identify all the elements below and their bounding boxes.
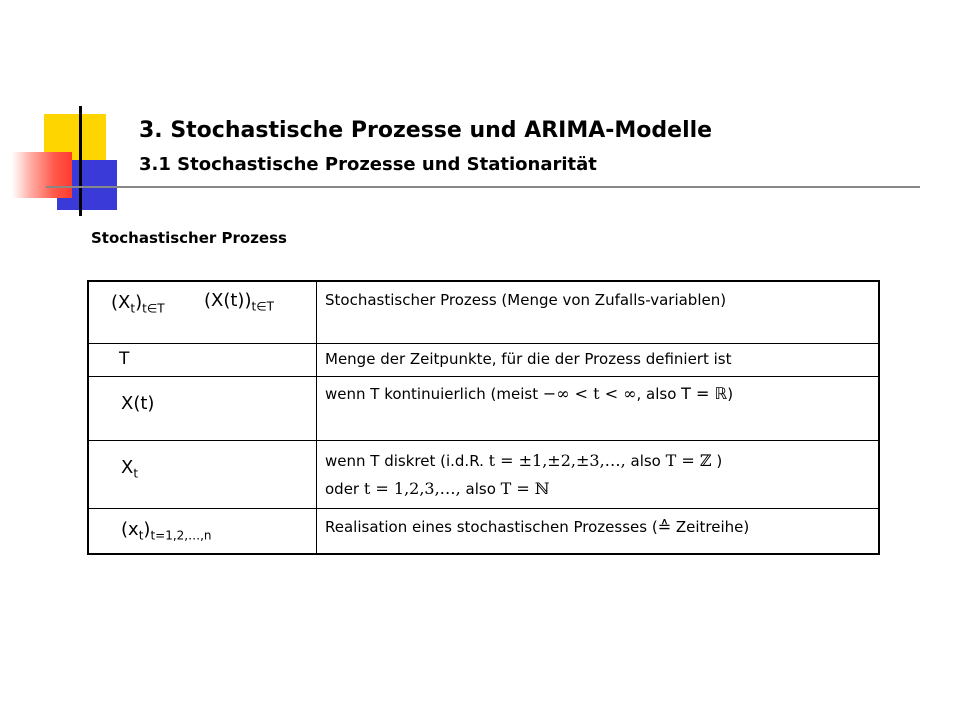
page-subtitle: 3.1 Stochastische Prozesse und Stationarität [139, 154, 597, 175]
definition-table [87, 280, 880, 555]
symbol-cell [88, 440, 317, 508]
discrete-line-2: oder t = 1,2,3,…, also T = ℕ [325, 478, 550, 498]
symbol-T: T [119, 348, 130, 369]
table-row [88, 343, 879, 376]
decor-red-gradient-square [12, 152, 72, 198]
math-continuous-range: −∞ < t < ∞ [542, 383, 637, 403]
table-row [88, 508, 879, 554]
math-corresponds-symbol: ≙ [657, 516, 672, 536]
math-discrete-t-integers: t = ±1,±2,±3,…, [488, 450, 626, 470]
description-cell: wenn T kontinuierlich (meist −∞ < t < ∞, also T = ℝ) [317, 376, 880, 440]
description-cell: Menge der Zeitpunkte, für die der Prozess definiert ist [317, 343, 880, 376]
discrete-line-1: wenn T diskret (i.d.R. t = ±1,±2,±3,…, also T = ℤ ) [325, 450, 723, 470]
description-cell [317, 440, 880, 508]
section-heading: Stochastischer Prozess [91, 229, 287, 247]
table-row [88, 376, 879, 440]
table-row [88, 281, 879, 343]
math-discrete-t-naturals: t = 1,2,3,…, [363, 478, 461, 498]
math-T-naturals: T = ℕ [500, 478, 550, 498]
math-T-reals: T = ℝ [681, 383, 728, 403]
table-row [88, 440, 879, 508]
page-title: 3. Stochastische Prozesse und ARIMA-Modelle [139, 118, 713, 143]
symbol-cell [88, 508, 317, 554]
symbol-process-function: $(X(t))_{t\in T}$ [204, 290, 274, 314]
symbol-cell [88, 281, 317, 343]
symbol-X-sub-t: $X_t$ [121, 456, 139, 481]
symbol-X-of-t: X(t) [121, 392, 155, 414]
symbol-cell [88, 343, 317, 376]
description-cell: Realisation eines stochastischen Prozesses (≙ Zeitreihe) [317, 508, 880, 554]
math-T-integers: T = ℤ [665, 450, 712, 470]
symbol-process-index: $(X_t)_{t\in T}$ [111, 292, 165, 316]
symbol-realisation: $(x_t)_{t=1,2,\dots,n}$ [121, 518, 212, 543]
decor-horizontal-line [46, 186, 920, 188]
decor-vertical-line [79, 106, 82, 216]
description-cell: Stochastischer Prozess (Menge von Zufalls-variablen) [317, 281, 880, 343]
symbol-cell [88, 376, 317, 440]
